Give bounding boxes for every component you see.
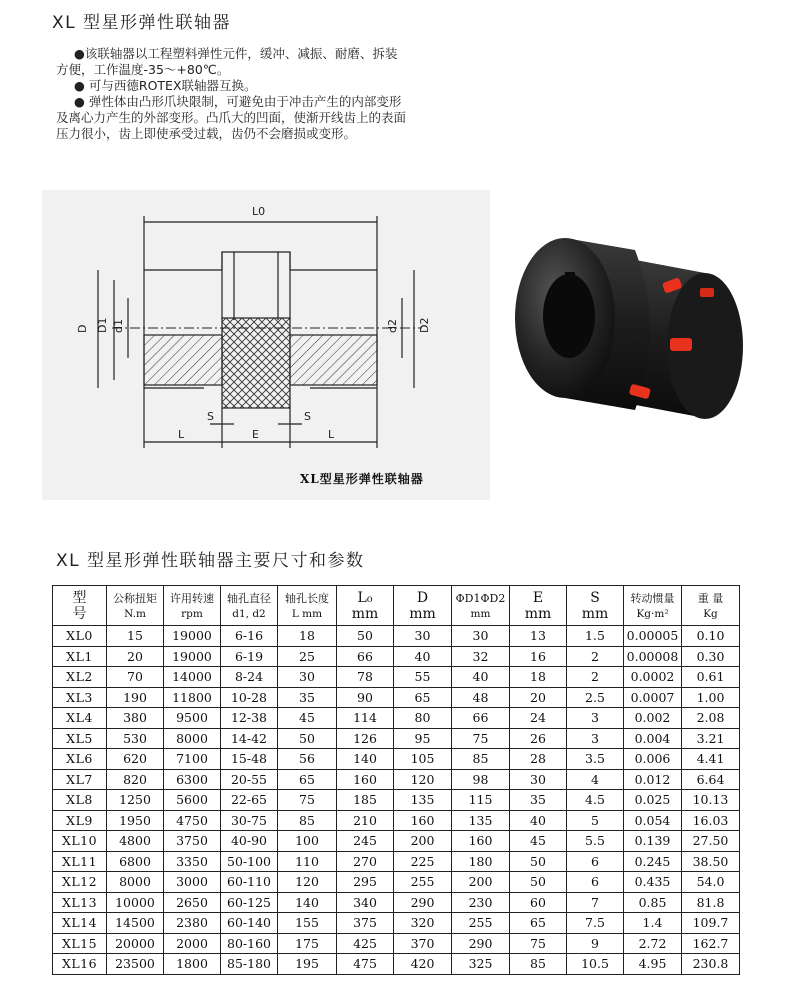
table-cell: 325 bbox=[452, 954, 510, 975]
coupling-product-image bbox=[505, 228, 755, 438]
table-cell: 4.5 bbox=[567, 790, 624, 811]
table-row bbox=[53, 872, 740, 893]
table-cell: 50 bbox=[510, 851, 567, 872]
model-cell: XL0 bbox=[53, 626, 107, 647]
table-cell: 24 bbox=[510, 708, 567, 729]
column-header-title: 型 bbox=[72, 589, 87, 606]
table-cell: 2000 bbox=[164, 933, 221, 954]
table-cell: 15 bbox=[107, 626, 164, 647]
table-cell: 5.5 bbox=[567, 831, 624, 852]
table-cell: 5 bbox=[567, 810, 624, 831]
table-cell: 109.7 bbox=[682, 913, 740, 934]
table-row bbox=[53, 728, 740, 749]
table-cell: 15-48 bbox=[221, 749, 278, 770]
table-cell: 200 bbox=[394, 831, 452, 852]
table-row bbox=[53, 769, 740, 790]
label-d2-upper: D2 bbox=[418, 317, 431, 333]
table-cell: 3750 bbox=[164, 831, 221, 852]
table-cell: 10-28 bbox=[221, 687, 278, 708]
model-cell: XL5 bbox=[53, 728, 107, 749]
table-cell: 18 bbox=[278, 626, 337, 647]
table-cell: 45 bbox=[510, 831, 567, 852]
table-cell: 7100 bbox=[164, 749, 221, 770]
table-cell: 210 bbox=[337, 810, 394, 831]
label-l-left: L bbox=[178, 428, 185, 441]
table-cell: 65 bbox=[278, 769, 337, 790]
table-cell: 225 bbox=[394, 851, 452, 872]
label-l-right: L bbox=[328, 428, 335, 441]
table-cell: 75 bbox=[452, 728, 510, 749]
table-cell: 120 bbox=[394, 769, 452, 790]
model-cell: XL11 bbox=[53, 851, 107, 872]
column-header bbox=[624, 586, 682, 626]
table-cell: 5600 bbox=[164, 790, 221, 811]
table-cell: 295 bbox=[337, 872, 394, 893]
table-cell: 7 bbox=[567, 892, 624, 913]
table-cell: 0.85 bbox=[624, 892, 682, 913]
table-cell: 230 bbox=[452, 892, 510, 913]
table-cell: 60 bbox=[510, 892, 567, 913]
table-cell: 135 bbox=[394, 790, 452, 811]
label-d2-lower: d2 bbox=[386, 319, 399, 333]
table-cell: 6800 bbox=[107, 851, 164, 872]
column-header-title: 重 量 bbox=[697, 591, 724, 605]
table-cell: 155 bbox=[278, 913, 337, 934]
table-cell: 420 bbox=[394, 954, 452, 975]
model-cell: XL14 bbox=[53, 913, 107, 934]
column-header-unit: mm bbox=[470, 607, 491, 620]
table-cell: 85 bbox=[278, 810, 337, 831]
table-cell: 85 bbox=[510, 954, 567, 975]
column-header-unit: Kg bbox=[703, 607, 718, 620]
table-cell: 1.4 bbox=[624, 913, 682, 934]
table-cell: 2.72 bbox=[624, 933, 682, 954]
table-cell: 11800 bbox=[164, 687, 221, 708]
table-cell: 3 bbox=[567, 708, 624, 729]
table-cell: 160 bbox=[452, 831, 510, 852]
table-cell: 370 bbox=[394, 933, 452, 954]
table-cell: 56 bbox=[278, 749, 337, 770]
table-cell: 2650 bbox=[164, 892, 221, 913]
table-cell: 3 bbox=[567, 728, 624, 749]
table-cell: 19000 bbox=[164, 626, 221, 647]
column-header-title: E bbox=[532, 589, 544, 606]
column-header-title: D bbox=[416, 589, 429, 606]
table-cell: 1.5 bbox=[567, 626, 624, 647]
table-cell: 50 bbox=[278, 728, 337, 749]
table-cell: 0.139 bbox=[624, 831, 682, 852]
intro-line: ● 弹性体由凸形爪块限制，可避免由于冲击产生的内部变形 bbox=[74, 94, 402, 109]
table-cell: 20000 bbox=[107, 933, 164, 954]
table-cell: 0.30 bbox=[682, 646, 740, 667]
table-cell: 290 bbox=[394, 892, 452, 913]
column-header-unit: mm bbox=[524, 605, 552, 622]
table-row bbox=[53, 790, 740, 811]
table-cell: 530 bbox=[107, 728, 164, 749]
table-cell: 135 bbox=[452, 810, 510, 831]
table-cell: 19000 bbox=[164, 646, 221, 667]
table-cell: 85-180 bbox=[221, 954, 278, 975]
column-header-title: S bbox=[590, 589, 600, 606]
table-cell: 45 bbox=[278, 708, 337, 729]
table-cell: 38.50 bbox=[682, 851, 740, 872]
table-row bbox=[53, 708, 740, 729]
table-cell: 10.5 bbox=[567, 954, 624, 975]
table-cell: 6 bbox=[567, 851, 624, 872]
table-cell: 35 bbox=[510, 790, 567, 811]
table-cell: 195 bbox=[278, 954, 337, 975]
table-cell: 4.41 bbox=[682, 749, 740, 770]
table-cell: 25 bbox=[278, 646, 337, 667]
table-cell: 8000 bbox=[107, 872, 164, 893]
column-header-title: 轴孔长度 bbox=[285, 591, 329, 605]
table-cell: 255 bbox=[394, 872, 452, 893]
column-header-title: 转动惯量 bbox=[630, 591, 675, 605]
table-cell: 27.50 bbox=[682, 831, 740, 852]
table-body bbox=[53, 626, 740, 975]
table-cell: 0.10 bbox=[682, 626, 740, 647]
table-cell: 0.0007 bbox=[624, 687, 682, 708]
table-cell: 320 bbox=[394, 913, 452, 934]
model-cell: XL2 bbox=[53, 667, 107, 688]
table-cell: 35 bbox=[278, 687, 337, 708]
table-cell: 30 bbox=[278, 667, 337, 688]
table-cell: 10000 bbox=[107, 892, 164, 913]
coupling-cross-section bbox=[42, 190, 490, 500]
page-title: XL 型星形弹性联轴器 bbox=[52, 13, 232, 33]
intro-line: ● 可与西德ROTEX联轴器互换。 bbox=[74, 78, 257, 93]
column-header bbox=[53, 586, 107, 626]
label-d1-upper: D1 bbox=[96, 317, 109, 333]
table-cell: 6-16 bbox=[221, 626, 278, 647]
table-cell: 4750 bbox=[164, 810, 221, 831]
table-row bbox=[53, 851, 740, 872]
table-cell: 270 bbox=[337, 851, 394, 872]
table-cell: 3.5 bbox=[567, 749, 624, 770]
table-cell: 0.025 bbox=[624, 790, 682, 811]
table-cell: 9 bbox=[567, 933, 624, 954]
table-cell: 98 bbox=[452, 769, 510, 790]
column-header-unit: mm bbox=[409, 605, 436, 622]
table-cell: 340 bbox=[337, 892, 394, 913]
table-cell: 175 bbox=[278, 933, 337, 954]
table-cell: 50 bbox=[510, 872, 567, 893]
intro-line: 及离心力产生的外部变形。凸爪大的凹面，使渐开线齿上的表面 bbox=[56, 110, 407, 125]
column-header bbox=[510, 586, 567, 626]
label-d1-lower: d1 bbox=[112, 319, 125, 333]
column-header bbox=[337, 586, 394, 626]
column-header-unit: d1, d2 bbox=[232, 607, 266, 620]
table-cell: 23500 bbox=[107, 954, 164, 975]
column-header-unit: rpm bbox=[181, 607, 203, 620]
column-header bbox=[567, 586, 624, 626]
table-cell: 40-90 bbox=[221, 831, 278, 852]
table-cell: 230.8 bbox=[682, 954, 740, 975]
table-cell: 0.00005 bbox=[624, 626, 682, 647]
table-cell: 90 bbox=[337, 687, 394, 708]
table-cell: 105 bbox=[394, 749, 452, 770]
table-cell: 425 bbox=[337, 933, 394, 954]
table-cell: 6-19 bbox=[221, 646, 278, 667]
model-cell: XL12 bbox=[53, 872, 107, 893]
model-cell: XL1 bbox=[53, 646, 107, 667]
spec-table bbox=[52, 585, 740, 975]
column-header-unit: L mm bbox=[291, 607, 323, 620]
table-cell: 0.435 bbox=[624, 872, 682, 893]
table-cell: 78 bbox=[337, 667, 394, 688]
table-cell: 0.245 bbox=[624, 851, 682, 872]
label-s-right: S bbox=[304, 410, 311, 423]
intro-line: 方便，工作温度-35～+80℃。 bbox=[56, 62, 230, 77]
table-row bbox=[53, 626, 740, 647]
table-cell: 200 bbox=[452, 872, 510, 893]
table-cell: 185 bbox=[337, 790, 394, 811]
table-cell: 475 bbox=[337, 954, 394, 975]
table-cell: 190 bbox=[107, 687, 164, 708]
table-cell: 0.61 bbox=[682, 667, 740, 688]
table-cell: 18 bbox=[510, 667, 567, 688]
table-cell: 60-110 bbox=[221, 872, 278, 893]
table-cell: 30 bbox=[452, 626, 510, 647]
table-cell: 3000 bbox=[164, 872, 221, 893]
table-cell: 70 bbox=[107, 667, 164, 688]
table-cell: 13 bbox=[510, 626, 567, 647]
table-row bbox=[53, 687, 740, 708]
table-cell: 114 bbox=[337, 708, 394, 729]
table-cell: 160 bbox=[337, 769, 394, 790]
table-cell: 66 bbox=[337, 646, 394, 667]
table-row bbox=[53, 913, 740, 934]
table-cell: 10.13 bbox=[682, 790, 740, 811]
table-cell: 6.64 bbox=[682, 769, 740, 790]
column-header-unit: mm bbox=[351, 605, 379, 622]
column-header-title: ΦD1ΦD2 bbox=[455, 591, 506, 605]
model-cell: XL7 bbox=[53, 769, 107, 790]
column-header-title: 许用转速 bbox=[170, 591, 214, 605]
column-header-title: L₀ bbox=[357, 589, 373, 606]
column-header-unit: N.m bbox=[124, 607, 146, 620]
table-cell: 40 bbox=[510, 810, 567, 831]
table-cell: 2380 bbox=[164, 913, 221, 934]
table-cell: 14-42 bbox=[221, 728, 278, 749]
table-cell: 95 bbox=[394, 728, 452, 749]
table-cell: 1.00 bbox=[682, 687, 740, 708]
table-row bbox=[53, 749, 740, 770]
intro-line: ●该联轴器以工程塑料弹性元件，缓冲、减振、耐磨、拆装 bbox=[74, 46, 398, 61]
table-cell: 8000 bbox=[164, 728, 221, 749]
model-cell: XL3 bbox=[53, 687, 107, 708]
table-cell: 65 bbox=[394, 687, 452, 708]
table-cell: 66 bbox=[452, 708, 510, 729]
table-cell: 48 bbox=[452, 687, 510, 708]
table-cell: 120 bbox=[278, 872, 337, 893]
table-cell: 81.8 bbox=[682, 892, 740, 913]
model-cell: XL10 bbox=[53, 831, 107, 852]
intro-text bbox=[56, 46, 486, 142]
table-cell: 375 bbox=[337, 913, 394, 934]
table-cell: 290 bbox=[452, 933, 510, 954]
table-cell: 6300 bbox=[164, 769, 221, 790]
table-cell: 4 bbox=[567, 769, 624, 790]
column-header-unit: mm bbox=[581, 605, 609, 622]
table-title: XL 型星形弹性联轴器主要尺寸和参数 bbox=[56, 551, 365, 571]
label-d: D bbox=[76, 324, 89, 333]
column-header bbox=[221, 586, 278, 626]
table-cell: 6 bbox=[567, 872, 624, 893]
table-cell: 14000 bbox=[164, 667, 221, 688]
table-cell: 0.004 bbox=[624, 728, 682, 749]
table-cell: 26 bbox=[510, 728, 567, 749]
table-cell: 4.95 bbox=[624, 954, 682, 975]
column-header bbox=[107, 586, 164, 626]
table-cell: 3350 bbox=[164, 851, 221, 872]
table-cell: 126 bbox=[337, 728, 394, 749]
model-cell: XL15 bbox=[53, 933, 107, 954]
table-cell: 140 bbox=[337, 749, 394, 770]
table-cell: 0.002 bbox=[624, 708, 682, 729]
model-cell: XL8 bbox=[53, 790, 107, 811]
figure-caption: XL型星形弹性联轴器 bbox=[300, 472, 424, 486]
table-cell: 40 bbox=[452, 667, 510, 688]
column-header bbox=[452, 586, 510, 626]
table-cell: 9500 bbox=[164, 708, 221, 729]
table-cell: 32 bbox=[452, 646, 510, 667]
label-s-left: S bbox=[207, 410, 214, 423]
table-row bbox=[53, 954, 740, 975]
table-cell: 0.0002 bbox=[624, 667, 682, 688]
model-cell: XL13 bbox=[53, 892, 107, 913]
table-row bbox=[53, 667, 740, 688]
table-cell: 140 bbox=[278, 892, 337, 913]
table-cell: 380 bbox=[107, 708, 164, 729]
table-cell: 30 bbox=[510, 769, 567, 790]
table-cell: 0.006 bbox=[624, 749, 682, 770]
table-cell: 0.00008 bbox=[624, 646, 682, 667]
table-cell: 8-24 bbox=[221, 667, 278, 688]
table-cell: 162.7 bbox=[682, 933, 740, 954]
table-row bbox=[53, 810, 740, 831]
label-e: E bbox=[252, 428, 259, 441]
table-cell: 20 bbox=[107, 646, 164, 667]
table-cell: 1800 bbox=[164, 954, 221, 975]
column-header bbox=[278, 586, 337, 626]
table-cell: 54.0 bbox=[682, 872, 740, 893]
table-cell: 50 bbox=[337, 626, 394, 647]
table-cell: 3.21 bbox=[682, 728, 740, 749]
column-header bbox=[164, 586, 221, 626]
column-header-unit: 号 bbox=[72, 605, 87, 622]
table-cell: 1950 bbox=[107, 810, 164, 831]
table-cell: 0.012 bbox=[624, 769, 682, 790]
table-header-row bbox=[53, 586, 740, 626]
table-cell: 160 bbox=[394, 810, 452, 831]
intro-line: 压力很小，齿上即使承受过载，齿仍不会磨损或变形。 bbox=[56, 126, 357, 141]
table-cell: 75 bbox=[510, 933, 567, 954]
table-cell: 110 bbox=[278, 851, 337, 872]
column-header-unit: Kg·m² bbox=[636, 607, 669, 620]
table-cell: 0.054 bbox=[624, 810, 682, 831]
table-row bbox=[53, 646, 740, 667]
model-cell: XL6 bbox=[53, 749, 107, 770]
table-cell: 60-140 bbox=[221, 913, 278, 934]
table-cell: 20 bbox=[510, 687, 567, 708]
table-cell: 22-65 bbox=[221, 790, 278, 811]
table-cell: 2 bbox=[567, 667, 624, 688]
table-row bbox=[53, 892, 740, 913]
table-cell: 28 bbox=[510, 749, 567, 770]
table-cell: 115 bbox=[452, 790, 510, 811]
table-cell: 60-125 bbox=[221, 892, 278, 913]
column-header bbox=[682, 586, 740, 626]
column-header-title: 轴孔直径 bbox=[227, 591, 271, 605]
table-cell: 40 bbox=[394, 646, 452, 667]
column-header bbox=[394, 586, 452, 626]
table-cell: 2.08 bbox=[682, 708, 740, 729]
table-row bbox=[53, 933, 740, 954]
table-cell: 75 bbox=[278, 790, 337, 811]
technical-drawing bbox=[42, 190, 490, 500]
table-cell: 85 bbox=[452, 749, 510, 770]
table-cell: 14500 bbox=[107, 913, 164, 934]
table-row bbox=[53, 831, 740, 852]
table-cell: 2.5 bbox=[567, 687, 624, 708]
table-cell: 16 bbox=[510, 646, 567, 667]
table-cell: 55 bbox=[394, 667, 452, 688]
table-cell: 20-55 bbox=[221, 769, 278, 790]
model-cell: XL4 bbox=[53, 708, 107, 729]
label-l0: L0 bbox=[252, 205, 266, 218]
table-cell: 620 bbox=[107, 749, 164, 770]
table-cell: 50-100 bbox=[221, 851, 278, 872]
table-cell: 16.03 bbox=[682, 810, 740, 831]
table-cell: 820 bbox=[107, 769, 164, 790]
table-cell: 65 bbox=[510, 913, 567, 934]
table-cell: 80 bbox=[394, 708, 452, 729]
model-cell: XL9 bbox=[53, 810, 107, 831]
table-cell: 4800 bbox=[107, 831, 164, 852]
table-cell: 2 bbox=[567, 646, 624, 667]
table-cell: 7.5 bbox=[567, 913, 624, 934]
table-cell: 245 bbox=[337, 831, 394, 852]
table-cell: 100 bbox=[278, 831, 337, 852]
table-cell: 180 bbox=[452, 851, 510, 872]
model-cell: XL16 bbox=[53, 954, 107, 975]
table-cell: 30-75 bbox=[221, 810, 278, 831]
table-cell: 255 bbox=[452, 913, 510, 934]
table-cell: 30 bbox=[394, 626, 452, 647]
table-cell: 80-160 bbox=[221, 933, 278, 954]
table-cell: 12-38 bbox=[221, 708, 278, 729]
column-header-title: 公称扭矩 bbox=[113, 591, 157, 605]
table-cell: 1250 bbox=[107, 790, 164, 811]
